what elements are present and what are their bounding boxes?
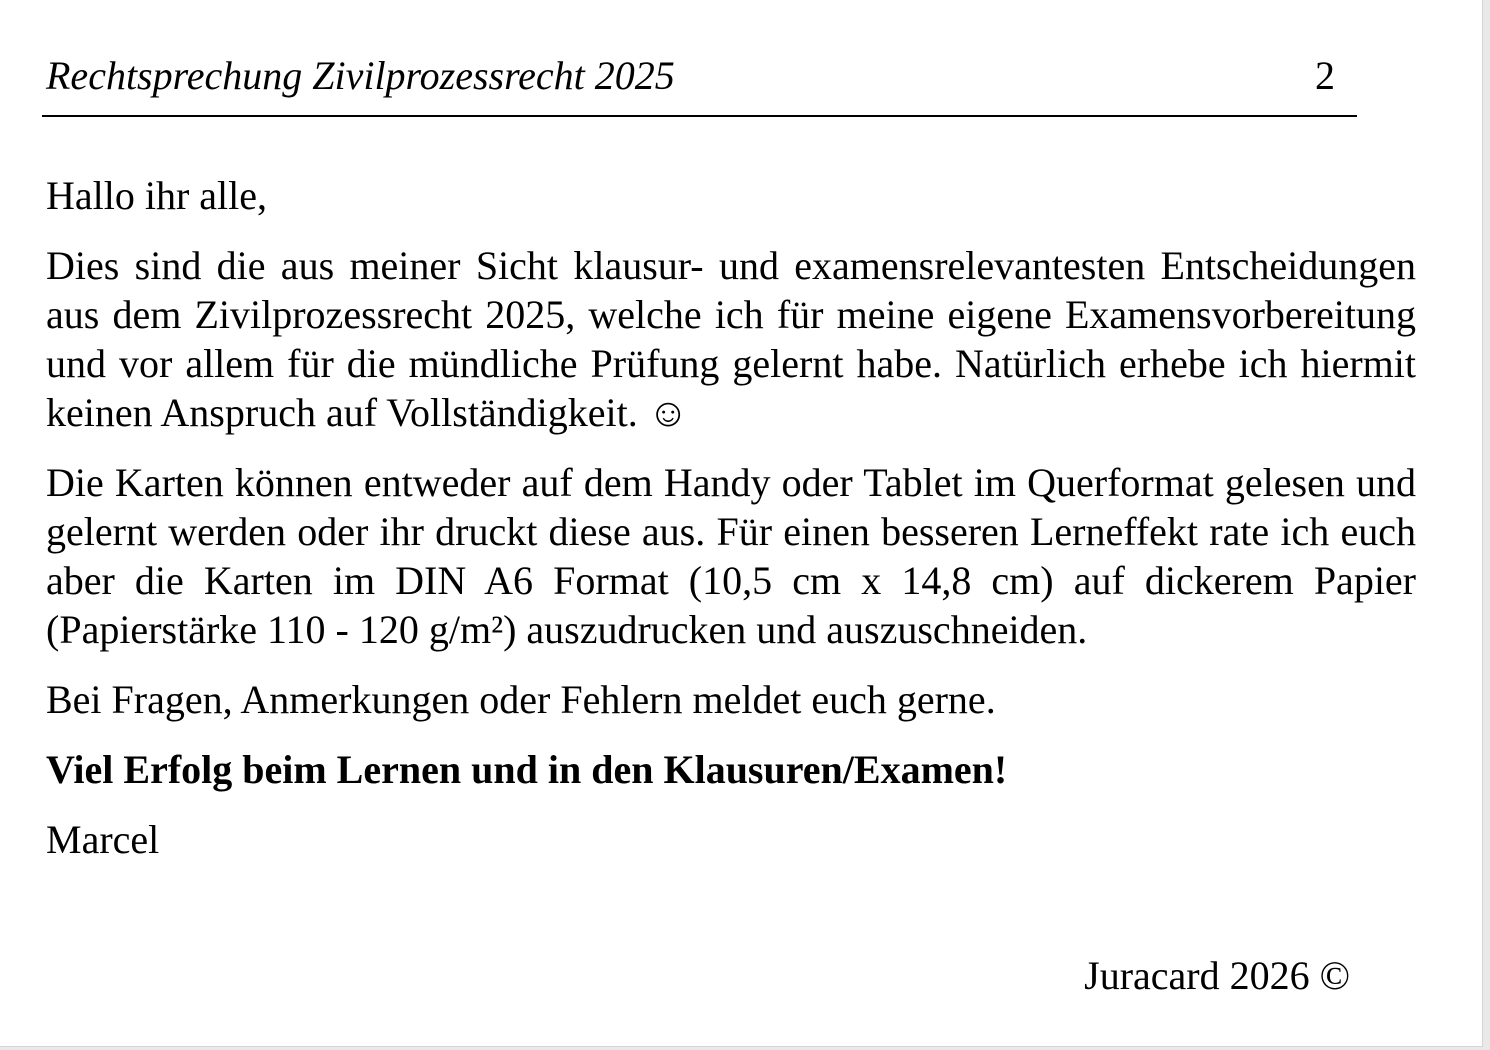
greeting: Hallo ihr alle, [46, 173, 268, 218]
closing-wish: Viel Erfolg beim Lernen und in den Klausuren/Examen! [46, 747, 1008, 792]
intro-paragraph: Dies sind die aus meiner Sicht klausur- und examensrelevantesten Entscheidungen aus dem Zivilprozessrecht 2025, welche ich für meine eigene Examensvorbereitung und vor allem für die mündliche Prüfung gelernt habe. Natürlich erhebe ich hiermit keinen Anspruch auf Vollständigkeit. ☺ [46, 243, 1416, 435]
copyright-footer: Juracard 2026 © [1084, 953, 1350, 998]
page-header [42, 52, 1357, 117]
header-title: Rechtsprechung Zivilprozessrecht 2025 [46, 53, 675, 98]
document-body [46, 171, 1416, 885]
signature: Marcel [46, 817, 160, 862]
page-number: 2 [1315, 53, 1335, 98]
print-instructions-paragraph: Die Karten können entweder auf dem Handy oder Tablet im Querformat gelesen und gelernt werden oder ihr druckt diese aus. Für einen besseren Lerneffekt rate ich euch aber die Karten im DIN A6 Format (10,5 cm x 14,8 cm) auf dickerem Papier (Papierstärke 110 - 120 g/m²) auszudrucken und auszuschneiden. [46, 460, 1416, 652]
contact-paragraph: Bei Fragen, Anmerkungen oder Fehlern meldet euch gerne. [46, 677, 996, 722]
